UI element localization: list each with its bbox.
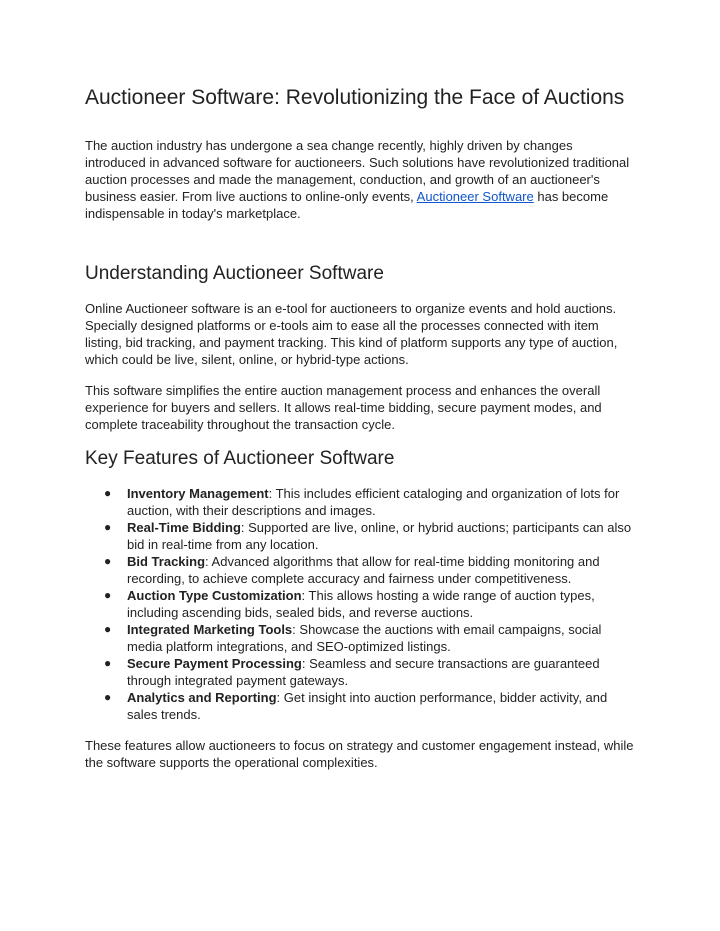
bullet-icon: ● (104, 656, 112, 670)
feature-term: Secure Payment Processing (127, 656, 302, 671)
feature-description: : This allows hosting a wide range of auction types, including ascending bids, sealed bids, and reverse auctions. (127, 588, 595, 620)
intro-paragraph (85, 137, 636, 222)
feature-description: : This includes efficient cataloging and organization of lots for auction, with their descriptions and images. (127, 486, 620, 518)
feature-term: Analytics and Reporting (127, 690, 277, 705)
feature-description: : Advanced algorithms that allow for real-time bidding monitoring and recording, to achieve complete accuracy and fairness under competitiveness. (127, 554, 600, 586)
list-item (85, 621, 636, 655)
bullet-icon: ● (104, 690, 112, 704)
feature-term: Real-Time Bidding (127, 520, 241, 535)
intro-text-before-link: The auction industry has undergone a sea change recently, highly driven by changes introduced in advanced software for auctioneers. Such solutions have revolutionized traditional auction processes and made the management, conduction, and growth of an auctioneer's business easier. From live auctions to online-only events, (85, 138, 630, 204)
auctioneer-software-link[interactable]: Auctioneer Software (416, 189, 534, 204)
bullet-icon: ● (104, 520, 112, 534)
understanding-paragraph-1: Online Auctioneer software is an e-tool for auctioneers to organize events and hold auctions. Specially designed platforms or e-tools aim to ease all the processes connected with item listing, bid tracking, and payment tracking. This kind of platform supports any type of auction, which could be live, silent, online, or hybrid-type actions. (85, 301, 618, 367)
list-item (85, 587, 636, 621)
features-list (85, 485, 636, 723)
section-heading-key-features: Key Features of Auctioneer Software (85, 448, 395, 469)
feature-description: : Get insight into auction performance, bidder activity, and sales trends. (127, 690, 608, 722)
feature-description: : Supported are live, online, or hybrid auctions; participants can also bid in real-time from any location. (127, 520, 632, 552)
understanding-paragraph-2: This software simplifies the entire auction management process and enhances the overall experience for buyers and sellers. It allows real-time bidding, secure payment modes, and complete traceability throughout the transaction cycle. (85, 383, 602, 432)
intro-text-after-link: has become indispensable in today's marketplace. (85, 189, 609, 221)
feature-term: Auction Type Customization (127, 588, 302, 603)
bullet-icon: ● (104, 588, 112, 602)
feature-term: Inventory Management (127, 486, 269, 501)
bullet-icon: ● (104, 554, 112, 568)
list-item (85, 553, 636, 587)
section-heading-understanding: Understanding Auctioneer Software (85, 263, 384, 284)
feature-description: : Seamless and secure transactions are guaranteed through integrated payment gateways. (127, 656, 600, 688)
page-title: Auctioneer Software: Revolutionizing the Face of Auctions (85, 86, 625, 109)
closing-paragraph: These features allow auctioneers to focus on strategy and customer engagement instead, while the software supports the operational complexities. (85, 738, 634, 770)
list-item (85, 655, 636, 689)
list-item (85, 519, 636, 553)
bullet-icon: ● (104, 622, 112, 636)
list-item (85, 485, 636, 519)
feature-term: Integrated Marketing Tools (127, 622, 293, 637)
list-item (85, 689, 636, 723)
bullet-icon: ● (104, 486, 112, 500)
feature-description: : Showcase the auctions with email campaigns, social media platform integrations, and SEO-optimized listings. (127, 622, 602, 654)
feature-term: Bid Tracking (127, 554, 206, 569)
